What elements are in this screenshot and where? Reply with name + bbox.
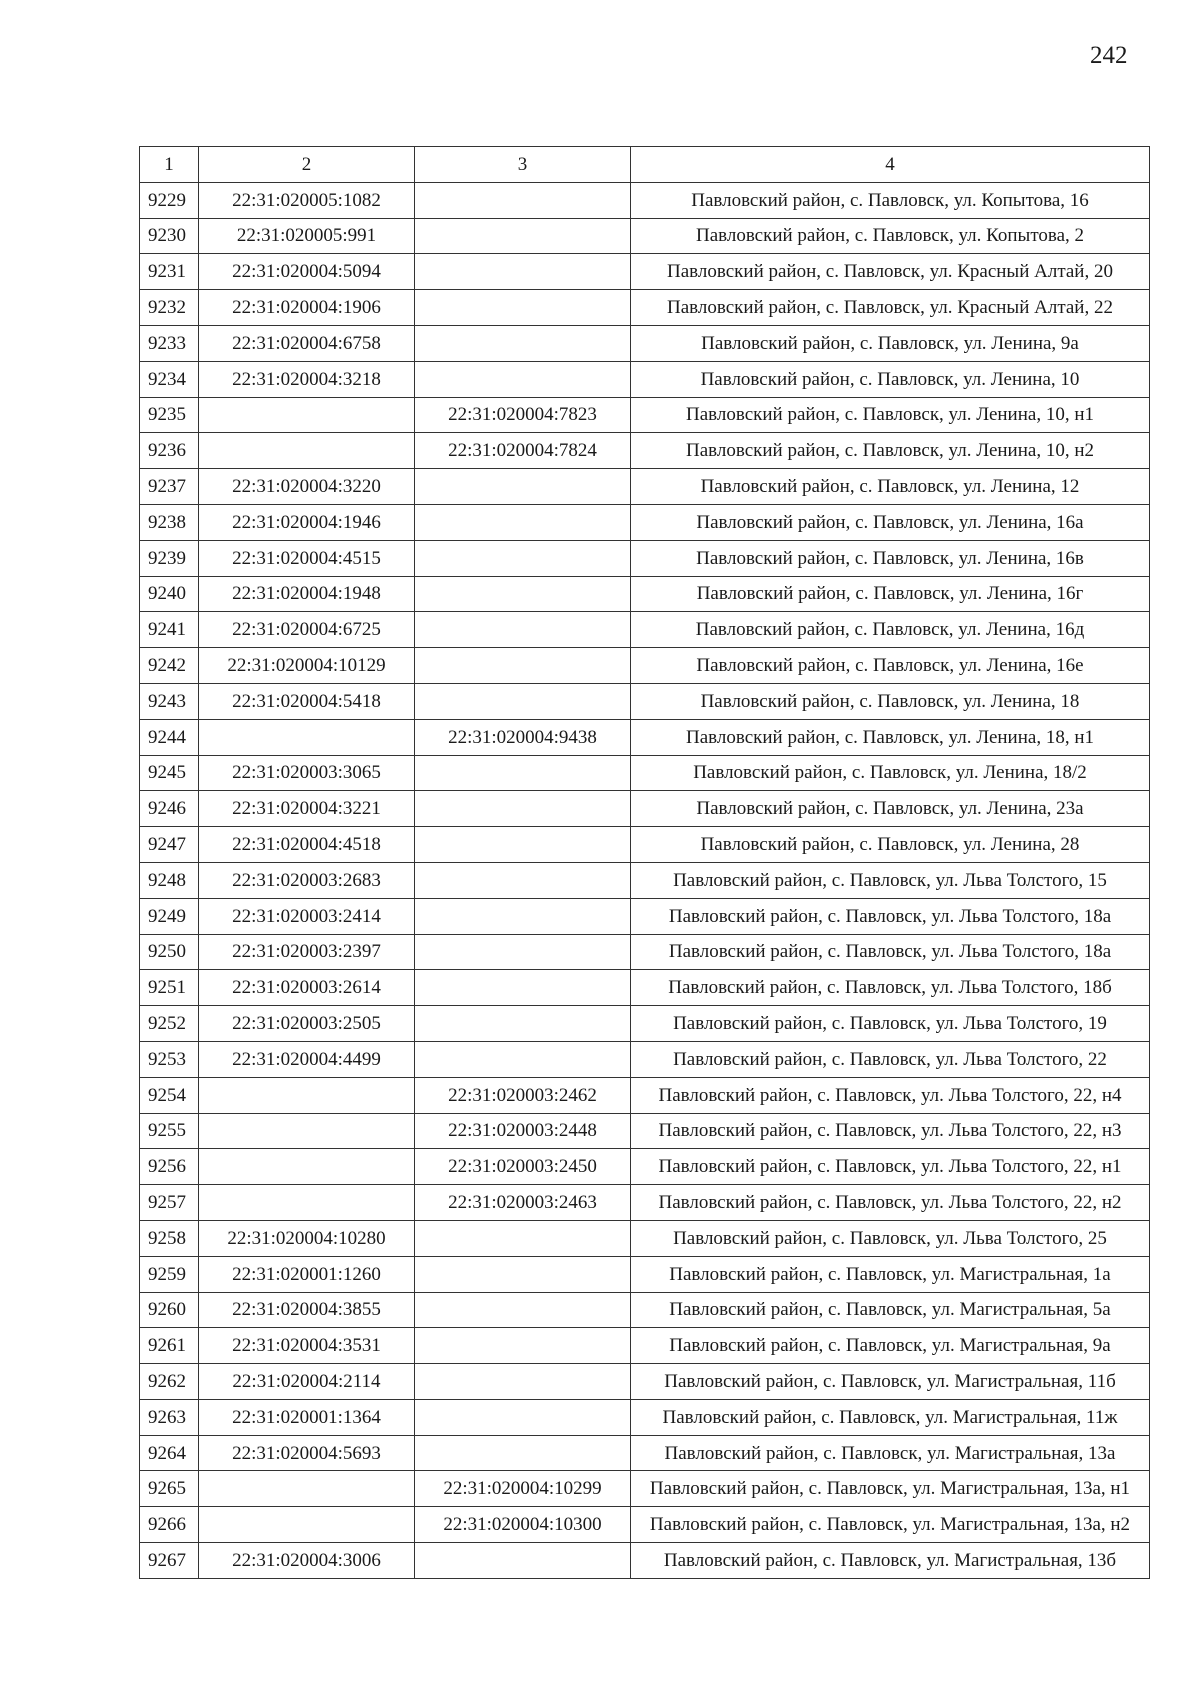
row-number-cell: 9231 — [140, 254, 199, 290]
premises-cadastral-number-cell — [415, 970, 631, 1006]
row-number-cell: 9238 — [140, 504, 199, 540]
row-number-cell: 9260 — [140, 1292, 199, 1328]
cadastral-number-cell: 22:31:020004:6758 — [199, 325, 415, 361]
header-col-3: 3 — [415, 147, 631, 183]
table-row — [140, 469, 1150, 505]
row-number-cell: 9233 — [140, 325, 199, 361]
premises-cadastral-number-cell — [415, 1220, 631, 1256]
address-cell: Павловский район, с. Павловск, ул. Ленина, 10 — [631, 361, 1150, 397]
address-cell: Павловский район, с. Павловск, ул. Льва Толстого, 22, н3 — [631, 1113, 1150, 1149]
cadastral-number-cell: 22:31:020003:2505 — [199, 1006, 415, 1042]
premises-cadastral-number-cell — [415, 1006, 631, 1042]
address-cell: Павловский район, с. Павловск, ул. Льва Толстого, 25 — [631, 1220, 1150, 1256]
table-row — [140, 755, 1150, 791]
table-row — [140, 1364, 1150, 1400]
table-row — [140, 827, 1150, 863]
table-row — [140, 719, 1150, 755]
premises-cadastral-number-cell: 22:31:020003:2462 — [415, 1077, 631, 1113]
table-row — [140, 1507, 1150, 1543]
premises-cadastral-number-cell — [415, 504, 631, 540]
address-cell: Павловский район, с. Павловск, ул. Ленина, 9а — [631, 325, 1150, 361]
table-row — [140, 791, 1150, 827]
address-cell: Павловский район, с. Павловск, ул. Ленина, 18, н1 — [631, 719, 1150, 755]
table-row — [140, 1041, 1150, 1077]
address-cell: Павловский район, с. Павловск, ул. Ленина, 18/2 — [631, 755, 1150, 791]
address-cell: Павловский район, с. Павловск, ул. Ленина, 16г — [631, 576, 1150, 612]
premises-cadastral-number-cell — [415, 182, 631, 218]
table-row — [140, 1220, 1150, 1256]
table-row — [140, 254, 1150, 290]
address-cell: Павловский район, с. Павловск, ул. Магистральная, 9а — [631, 1328, 1150, 1364]
table-row — [140, 898, 1150, 934]
cadastral-number-cell: 22:31:020004:5094 — [199, 254, 415, 290]
address-cell: Павловский район, с. Павловск, ул. Магистральная, 1а — [631, 1256, 1150, 1292]
address-cell: Павловский район, с. Павловск, ул. Копытова, 2 — [631, 218, 1150, 254]
cadastral-number-cell — [199, 1471, 415, 1507]
table-body — [140, 182, 1150, 1578]
cadastral-number-cell: 22:31:020004:4515 — [199, 540, 415, 576]
cadastral-number-cell: 22:31:020004:1946 — [199, 504, 415, 540]
cadastral-number-cell: 22:31:020003:3065 — [199, 755, 415, 791]
row-number-cell: 9241 — [140, 612, 199, 648]
table-row — [140, 612, 1150, 648]
premises-cadastral-number-cell — [415, 827, 631, 863]
row-number-cell: 9235 — [140, 397, 199, 433]
row-number-cell: 9250 — [140, 934, 199, 970]
row-number-cell: 9267 — [140, 1543, 199, 1579]
table-row — [140, 182, 1150, 218]
table-row — [140, 1077, 1150, 1113]
header-col-2: 2 — [199, 147, 415, 183]
address-cell: Павловский район, с. Павловск, ул. Льва Толстого, 19 — [631, 1006, 1150, 1042]
row-number-cell: 9247 — [140, 827, 199, 863]
cadastral-number-cell: 22:31:020004:1948 — [199, 576, 415, 612]
row-number-cell: 9239 — [140, 540, 199, 576]
premises-cadastral-number-cell — [415, 1364, 631, 1400]
premises-cadastral-number-cell — [415, 325, 631, 361]
address-cell: Павловский район, с. Павловск, ул. Копытова, 16 — [631, 182, 1150, 218]
table-header — [140, 147, 1150, 183]
address-cell: Павловский район, с. Павловск, ул. Магистральная, 13б — [631, 1543, 1150, 1579]
row-number-cell: 9257 — [140, 1185, 199, 1221]
cadastral-number-cell: 22:31:020004:2114 — [199, 1364, 415, 1400]
row-number-cell: 9251 — [140, 970, 199, 1006]
address-cell: Павловский район, с. Павловск, ул. Ленина, 28 — [631, 827, 1150, 863]
premises-cadastral-number-cell: 22:31:020003:2450 — [415, 1149, 631, 1185]
address-cell: Павловский район, с. Павловск, ул. Магистральная, 5а — [631, 1292, 1150, 1328]
row-number-cell: 9240 — [140, 576, 199, 612]
table-row — [140, 934, 1150, 970]
row-number-cell: 9246 — [140, 791, 199, 827]
address-cell: Павловский район, с. Павловск, ул. Ленина, 16е — [631, 648, 1150, 684]
table-row — [140, 540, 1150, 576]
row-number-cell: 9254 — [140, 1077, 199, 1113]
table-row — [140, 1006, 1150, 1042]
table-row — [140, 1471, 1150, 1507]
cadastral-number-cell: 22:31:020003:2614 — [199, 970, 415, 1006]
premises-cadastral-number-cell — [415, 934, 631, 970]
cadastral-number-cell — [199, 1077, 415, 1113]
cadastral-number-cell: 22:31:020004:5693 — [199, 1435, 415, 1471]
cadastral-number-cell: 22:31:020003:2397 — [199, 934, 415, 970]
cadastral-number-cell: 22:31:020004:3006 — [199, 1543, 415, 1579]
row-number-cell: 9236 — [140, 433, 199, 469]
table-row — [140, 683, 1150, 719]
premises-cadastral-number-cell: 22:31:020004:7823 — [415, 397, 631, 433]
row-number-cell: 9245 — [140, 755, 199, 791]
row-number-cell: 9242 — [140, 648, 199, 684]
header-col-1: 1 — [140, 147, 199, 183]
row-number-cell: 9234 — [140, 361, 199, 397]
premises-cadastral-number-cell — [415, 1399, 631, 1435]
header-col-4: 4 — [631, 147, 1150, 183]
row-number-cell: 9252 — [140, 1006, 199, 1042]
address-cell: Павловский район, с. Павловск, ул. Ленина, 18 — [631, 683, 1150, 719]
cadastral-number-cell: 22:31:020004:3221 — [199, 791, 415, 827]
row-number-cell: 9259 — [140, 1256, 199, 1292]
table-row — [140, 1113, 1150, 1149]
cadastral-number-cell — [199, 1113, 415, 1149]
premises-cadastral-number-cell — [415, 361, 631, 397]
premises-cadastral-number-cell: 22:31:020003:2448 — [415, 1113, 631, 1149]
premises-cadastral-number-cell — [415, 612, 631, 648]
premises-cadastral-number-cell: 22:31:020004:10299 — [415, 1471, 631, 1507]
premises-cadastral-number-cell — [415, 218, 631, 254]
address-cell: Павловский район, с. Павловск, ул. Ленина, 23а — [631, 791, 1150, 827]
premises-cadastral-number-cell: 22:31:020004:10300 — [415, 1507, 631, 1543]
address-cell: Павловский район, с. Павловск, ул. Магистральная, 13а, н2 — [631, 1507, 1150, 1543]
row-number-cell: 9255 — [140, 1113, 199, 1149]
row-number-cell: 9237 — [140, 469, 199, 505]
table-row — [140, 970, 1150, 1006]
premises-cadastral-number-cell — [415, 290, 631, 326]
row-number-cell: 9265 — [140, 1471, 199, 1507]
row-number-cell: 9249 — [140, 898, 199, 934]
row-number-cell: 9256 — [140, 1149, 199, 1185]
premises-cadastral-number-cell — [415, 469, 631, 505]
premises-cadastral-number-cell — [415, 898, 631, 934]
cadastral-number-cell: 22:31:020004:1906 — [199, 290, 415, 326]
premises-cadastral-number-cell: 22:31:020004:7824 — [415, 433, 631, 469]
row-number-cell: 9243 — [140, 683, 199, 719]
premises-cadastral-number-cell — [415, 1256, 631, 1292]
registry-table — [139, 146, 1150, 1579]
table-row — [140, 1292, 1150, 1328]
table-row — [140, 1435, 1150, 1471]
row-number-cell: 9262 — [140, 1364, 199, 1400]
cadastral-number-cell: 22:31:020004:3220 — [199, 469, 415, 505]
premises-cadastral-number-cell — [415, 1292, 631, 1328]
premises-cadastral-number-cell — [415, 648, 631, 684]
address-cell: Павловский район, с. Павловск, ул. Льва Толстого, 15 — [631, 862, 1150, 898]
address-cell: Павловский район, с. Павловск, ул. Магистральная, 13а, н1 — [631, 1471, 1150, 1507]
cadastral-number-cell: 22:31:020004:4499 — [199, 1041, 415, 1077]
premises-cadastral-number-cell — [415, 862, 631, 898]
row-number-cell: 9266 — [140, 1507, 199, 1543]
table-row — [140, 1256, 1150, 1292]
address-cell: Павловский район, с. Павловск, ул. Ленина, 10, н1 — [631, 397, 1150, 433]
cadastral-number-cell — [199, 719, 415, 755]
cadastral-number-cell — [199, 433, 415, 469]
cadastral-number-cell: 22:31:020004:10129 — [199, 648, 415, 684]
row-number-cell: 9263 — [140, 1399, 199, 1435]
cadastral-number-cell: 22:31:020005:991 — [199, 218, 415, 254]
address-cell: Павловский район, с. Павловск, ул. Ленина, 16а — [631, 504, 1150, 540]
table-row — [140, 325, 1150, 361]
address-cell: Павловский район, с. Павловск, ул. Ленина, 10, н2 — [631, 433, 1150, 469]
premises-cadastral-number-cell — [415, 1435, 631, 1471]
address-cell: Павловский район, с. Павловск, ул. Льва Толстого, 22 — [631, 1041, 1150, 1077]
row-number-cell: 9229 — [140, 182, 199, 218]
table-row — [140, 1399, 1150, 1435]
cadastral-number-cell: 22:31:020001:1364 — [199, 1399, 415, 1435]
address-cell: Павловский район, с. Павловск, ул. Льва Толстого, 22, н2 — [631, 1185, 1150, 1221]
header-row — [140, 147, 1150, 183]
table-row — [140, 862, 1150, 898]
address-cell: Павловский район, с. Павловск, ул. Ленина, 16д — [631, 612, 1150, 648]
address-cell: Павловский район, с. Павловск, ул. Льва Толстого, 18а — [631, 934, 1150, 970]
address-cell: Павловский район, с. Павловск, ул. Красный Алтай, 22 — [631, 290, 1150, 326]
row-number-cell: 9230 — [140, 218, 199, 254]
cadastral-number-cell: 22:31:020004:3218 — [199, 361, 415, 397]
table-row — [140, 361, 1150, 397]
page-number: 242 — [1090, 42, 1128, 69]
cadastral-number-cell: 22:31:020001:1260 — [199, 1256, 415, 1292]
table-row — [140, 1543, 1150, 1579]
cadastral-number-cell: 22:31:020003:2683 — [199, 862, 415, 898]
row-number-cell: 9258 — [140, 1220, 199, 1256]
address-cell: Павловский район, с. Павловск, ул. Льва Толстого, 18б — [631, 970, 1150, 1006]
address-cell: Павловский район, с. Павловск, ул. Ленина, 12 — [631, 469, 1150, 505]
cadastral-number-cell: 22:31:020004:5418 — [199, 683, 415, 719]
table-row — [140, 1149, 1150, 1185]
premises-cadastral-number-cell — [415, 791, 631, 827]
table-row — [140, 648, 1150, 684]
premises-cadastral-number-cell — [415, 1543, 631, 1579]
table-row — [140, 1328, 1150, 1364]
row-number-cell: 9232 — [140, 290, 199, 326]
table-row — [140, 576, 1150, 612]
row-number-cell: 9253 — [140, 1041, 199, 1077]
cadastral-number-cell: 22:31:020004:3531 — [199, 1328, 415, 1364]
address-cell: Павловский район, с. Павловск, ул. Льва Толстого, 18а — [631, 898, 1150, 934]
address-cell: Павловский район, с. Павловск, ул. Магистральная, 11б — [631, 1364, 1150, 1400]
table-row — [140, 1185, 1150, 1221]
cadastral-number-cell: 22:31:020004:6725 — [199, 612, 415, 648]
premises-cadastral-number-cell: 22:31:020003:2463 — [415, 1185, 631, 1221]
address-cell: Павловский район, с. Павловск, ул. Красный Алтай, 20 — [631, 254, 1150, 290]
row-number-cell: 9264 — [140, 1435, 199, 1471]
premises-cadastral-number-cell — [415, 1328, 631, 1364]
premises-cadastral-number-cell — [415, 755, 631, 791]
address-cell: Павловский район, с. Павловск, ул. Льва Толстого, 22, н4 — [631, 1077, 1150, 1113]
premises-cadastral-number-cell — [415, 1041, 631, 1077]
cadastral-number-cell: 22:31:020004:3855 — [199, 1292, 415, 1328]
premises-cadastral-number-cell — [415, 576, 631, 612]
address-cell: Павловский район, с. Павловск, ул. Льва Толстого, 22, н1 — [631, 1149, 1150, 1185]
premises-cadastral-number-cell: 22:31:020004:9438 — [415, 719, 631, 755]
row-number-cell: 9261 — [140, 1328, 199, 1364]
table-row — [140, 218, 1150, 254]
cadastral-number-cell: 22:31:020003:2414 — [199, 898, 415, 934]
premises-cadastral-number-cell — [415, 683, 631, 719]
row-number-cell: 9244 — [140, 719, 199, 755]
cadastral-number-cell: 22:31:020005:1082 — [199, 182, 415, 218]
row-number-cell: 9248 — [140, 862, 199, 898]
cadastral-number-cell — [199, 397, 415, 433]
premises-cadastral-number-cell — [415, 254, 631, 290]
cadastral-number-cell: 22:31:020004:10280 — [199, 1220, 415, 1256]
cadastral-number-cell — [199, 1149, 415, 1185]
table-row — [140, 433, 1150, 469]
premises-cadastral-number-cell — [415, 540, 631, 576]
table-row — [140, 397, 1150, 433]
address-cell: Павловский район, с. Павловск, ул. Магистральная, 13а — [631, 1435, 1150, 1471]
cadastral-number-cell — [199, 1185, 415, 1221]
cadastral-number-cell: 22:31:020004:4518 — [199, 827, 415, 863]
cadastral-number-cell — [199, 1507, 415, 1543]
address-cell: Павловский район, с. Павловск, ул. Ленина, 16в — [631, 540, 1150, 576]
address-cell: Павловский район, с. Павловск, ул. Магистральная, 11ж — [631, 1399, 1150, 1435]
table-row — [140, 504, 1150, 540]
table-row — [140, 290, 1150, 326]
